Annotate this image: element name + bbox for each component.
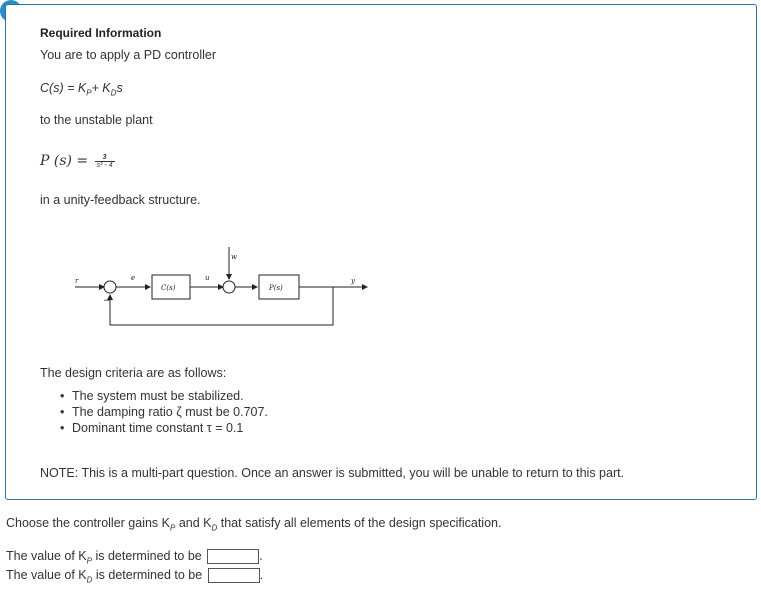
block-diagram (65, 239, 405, 334)
structure-text: in a unity-feedback structure. (40, 193, 201, 207)
kd-label-sub: D (86, 575, 93, 585)
controller-s: s (116, 81, 123, 95)
prompt-kp-sub: P (169, 523, 176, 533)
plant-intro: to the unstable plant (40, 113, 153, 127)
kp-label-rest: is determined to be (95, 549, 202, 563)
e-label: e (131, 274, 136, 282)
controller-block-label: C(s) (161, 284, 176, 292)
kd-answer-input[interactable] (208, 568, 260, 583)
plant-lhs: P (s) = (40, 153, 89, 169)
sum-junction-1 (104, 281, 116, 293)
kd-label: The value of K (6, 568, 87, 582)
required-information-panel (5, 4, 757, 500)
note-text: NOTE: This is a multi-part question. Once an answer is submitted, you will be unable to return to this part. (40, 466, 625, 480)
prompt-part: Choose the controller gains K (6, 516, 170, 530)
sum-junction-2 (223, 281, 235, 293)
w-label: w (231, 253, 237, 261)
feedback-path (110, 287, 333, 325)
criteria-item: • The system must be stabilized. (60, 388, 268, 404)
kd-answer-row (6, 568, 263, 585)
prompt-part: that satisfy all elements of the design specification. (220, 516, 502, 530)
info-header: Required Information (40, 26, 162, 40)
criteria-item: • The damping ratio ζ must be 0.707. (60, 404, 268, 420)
kp-sub: P (86, 88, 92, 98)
intro-text: You are to apply a PD controller (40, 48, 217, 62)
prompt-kd-sub: D (211, 523, 218, 533)
period: . (259, 549, 263, 563)
kp-answer-input[interactable] (207, 549, 259, 564)
period: . (259, 568, 264, 582)
plant-block-label: P(s) (269, 284, 283, 292)
kp-label-sub: P (86, 556, 92, 566)
controller-plus: + K (91, 81, 111, 95)
question-prompt (6, 516, 501, 533)
kd-sub: D (110, 88, 117, 98)
plant-equation (40, 153, 115, 169)
r-label: r (75, 277, 79, 285)
y-label: y (351, 277, 355, 285)
prompt-part: and K (178, 516, 212, 530)
kp-answer-row (6, 549, 263, 566)
criteria-item: • Dominant time constant τ = 0.1 (60, 420, 268, 436)
kd-label-rest: is determined to be (95, 568, 203, 582)
u-label: u (205, 274, 210, 282)
criteria-list (40, 388, 268, 436)
plant-fraction (95, 154, 115, 169)
controller-lhs: C(s) = K (40, 81, 87, 95)
plant-denominator: s² - 4 (96, 162, 113, 170)
plant-numerator: 3 (95, 154, 115, 162)
minus-sign: − (103, 296, 111, 306)
criteria-intro: The design criteria are as follows: (40, 366, 227, 380)
kp-label: The value of K (6, 549, 87, 563)
controller-equation (40, 81, 123, 98)
